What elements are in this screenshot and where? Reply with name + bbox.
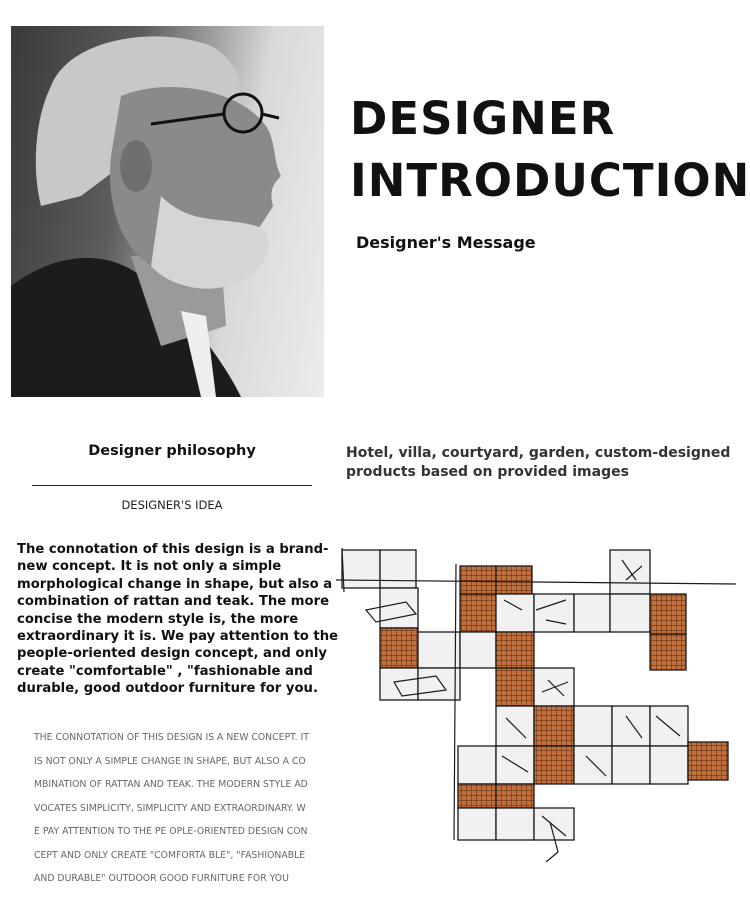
furniture-sketch-illustration xyxy=(336,540,740,870)
divider xyxy=(32,485,312,486)
page-title xyxy=(350,88,750,212)
designer-portrait xyxy=(11,26,324,397)
title-line-1: DESIGNER xyxy=(350,92,616,145)
designer-message-heading: Designer's Message xyxy=(356,233,536,252)
philosophy-subheading: DESIGNER'S IDEA xyxy=(121,498,223,512)
title-line-2: INTRODUCTION xyxy=(350,154,750,207)
philosophy-heading: Designer philosophy xyxy=(88,443,256,459)
services-text: Hotel, villa, courtyard, garden, custom-designed products based on provided images xyxy=(346,445,731,480)
body-text: The connotation of this design is a brand-new concept. It is not only a simple morphological change in shape, but also a combination of rattan and teak. The more concise the modern style is, the more extraordinary it is. We pay attention to the people-oriented design concept, and only create "comfortable" , "fashionable and durable, good outdoor furniture for you. xyxy=(17,542,339,697)
body-text-caps: THE CONNOTATION OF THIS DESIGN IS A NEW CONCEPT. IT IS NOT ONLY A SIMPLE CHANGE IN SHAPE, BUT ALSO A COMBINATION OF RATTAN AND TEAK. THE MODERN STYLE ADVOCATES SIMPLICITY, SIMPLICITY AND EXTRAORDINARY. WE PAY ATTENTION TO THE PE OPLE-ORIENTED DESIGN CONCEPT AND ONLY CREATE "COMFORTA BLE", "FASHIONABLE AND DURABLE" OUTDOOR GOOD FURNITURE FOR YOU xyxy=(34,732,309,884)
portrait-illustration xyxy=(11,26,324,397)
